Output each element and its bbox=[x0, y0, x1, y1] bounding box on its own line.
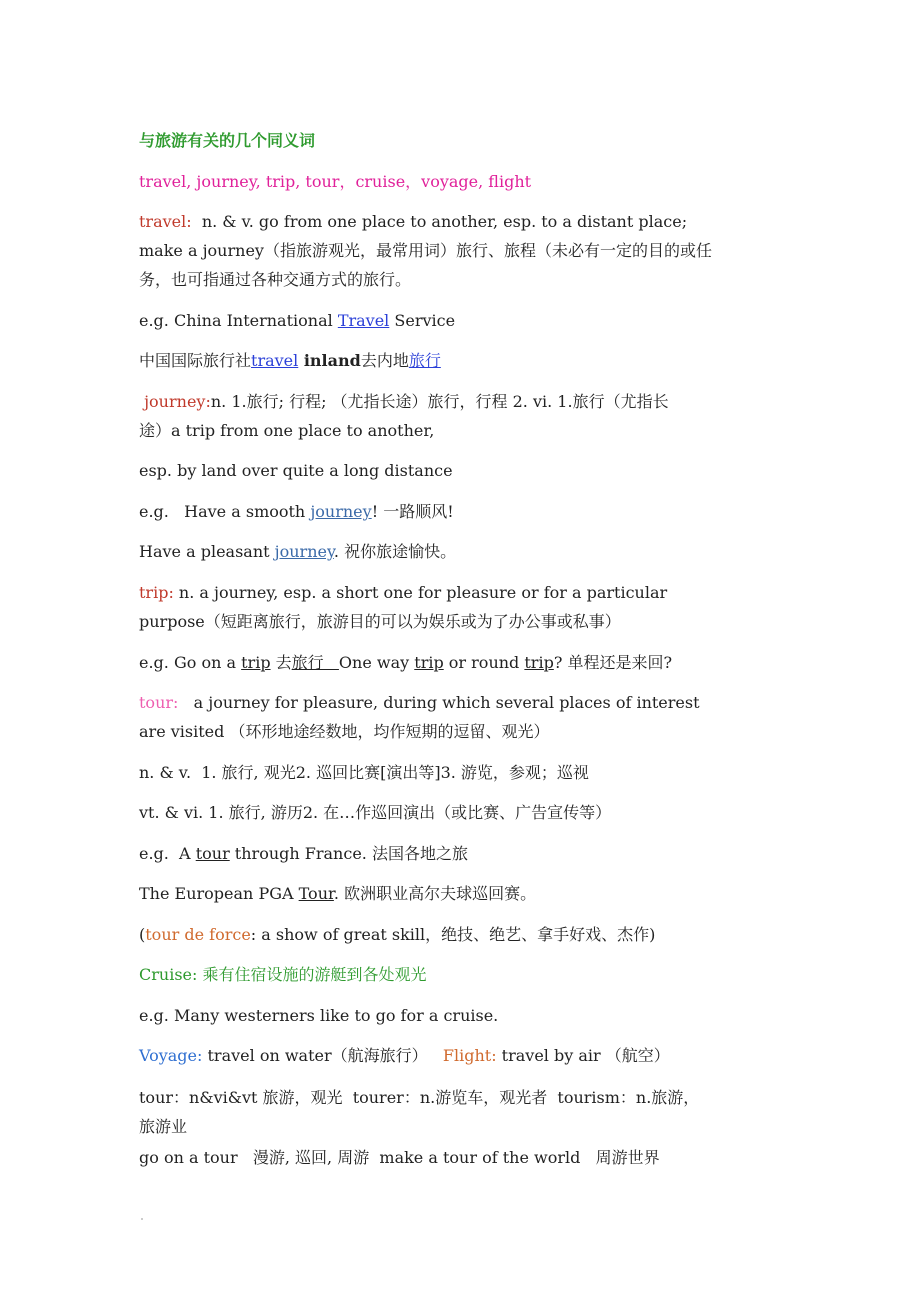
journey-example-2 bbox=[139, 537, 799, 566]
extra-line-3: go on a tour 漫游, 巡回, 周游 make a tour of the world 周游世界 bbox=[139, 1148, 660, 1167]
trip-ex-post: ? 单程还是来回? bbox=[553, 653, 673, 672]
tour-ex1-post: through France. 法国各地之旅 bbox=[229, 844, 468, 863]
journey-def-3: esp. by land over quite a long distance bbox=[139, 461, 453, 480]
extra-line-2: 旅游业 bbox=[139, 1117, 188, 1136]
travel-ex2-text: 中国国际旅行社 bbox=[139, 351, 252, 370]
tour-ex2-post: . 欧洲职业高尔夫球巡回赛。 bbox=[333, 884, 537, 903]
trip-ex-text: e.g. Go on a bbox=[139, 653, 242, 672]
travel-definition-line-1 bbox=[139, 207, 799, 236]
travel-link[interactable]: Travel bbox=[337, 311, 390, 330]
page-dot-mark bbox=[141, 1218, 143, 1220]
tour-label: tour: bbox=[139, 693, 179, 712]
journey-ex2-text: Have a pleasant bbox=[139, 542, 275, 561]
tour-de-force-open: ( bbox=[139, 925, 146, 944]
trip-underlined-2: 旅行 bbox=[291, 653, 339, 672]
tour-definition-line-1 bbox=[139, 688, 799, 717]
journey-example-1 bbox=[139, 497, 799, 526]
trip-underlined-4: trip bbox=[524, 653, 554, 672]
journey-def-2: 途）a trip from one place to another, bbox=[139, 421, 435, 440]
cruise-line bbox=[139, 960, 799, 989]
journey-label: journey: bbox=[139, 392, 211, 411]
travel-label: travel: bbox=[139, 212, 192, 231]
trip-label: trip: bbox=[139, 583, 174, 602]
inland-bold: inland bbox=[298, 351, 361, 370]
travel-ex1-text: e.g. China International bbox=[139, 311, 338, 330]
travel-ex1-post: Service bbox=[389, 311, 456, 330]
tour-de-force-line bbox=[139, 920, 799, 949]
journey-definition-line-1 bbox=[139, 387, 799, 416]
trip-definition-line-1 bbox=[139, 578, 799, 607]
tour-ex2-text: The European PGA bbox=[139, 884, 299, 903]
tour-de-force-def: : a show of great skill，绝技、绝艺、拿手好戏、杰作) bbox=[250, 925, 656, 944]
tour-def-3: n. & v. 1. 旅行, 观光2. 巡回比赛[演出等]3. 游览，参观；巡视 bbox=[139, 763, 589, 782]
cruise-label: Cruise: bbox=[139, 965, 198, 984]
journey-ex1-text: e.g. Have a smooth bbox=[139, 502, 311, 521]
tour-ex1-text: e.g. A bbox=[139, 844, 196, 863]
flight-def: travel by air （航空） bbox=[496, 1046, 670, 1065]
tour-def-2: are visited （环形地途经数地，均作短期的逗留、观光） bbox=[139, 722, 550, 741]
lvxing-link[interactable]: 旅行 bbox=[408, 351, 441, 370]
travel-inland-link[interactable]: travel bbox=[251, 351, 299, 370]
voyage-label: Voyage: bbox=[139, 1046, 203, 1065]
journey-link-1[interactable]: journey bbox=[310, 502, 372, 521]
synonym-list: travel, journey, trip, tour，cruise，voyage, flight bbox=[139, 172, 532, 191]
tour-def-4: vt. & vi. 1. 旅行, 游历2. 在…作巡回演出（或比赛、广告宣传等） bbox=[139, 803, 612, 822]
flight-label: Flight: bbox=[442, 1046, 497, 1065]
trip-ex-mid-3: or round bbox=[443, 653, 525, 672]
tour-underlined-1: tour bbox=[195, 844, 230, 863]
page-title: 与旅游有关的几个同义词 bbox=[139, 131, 316, 150]
travel-example-1 bbox=[139, 306, 799, 335]
travel-example-2 bbox=[139, 346, 799, 375]
travel-def-2: make a journey（指旅游观光，最常用词）旅行、旅程（未必有一定的目的或任 bbox=[139, 241, 712, 260]
trip-def-1: n. a journey, esp. a short one for pleasure or for a particular bbox=[173, 583, 668, 602]
tour-underlined-2: Tour bbox=[298, 884, 334, 903]
travel-def-1: n. & v. go from one place to another, esp. to a distant place; bbox=[191, 212, 688, 231]
trip-ex-mid-2: One way bbox=[338, 653, 415, 672]
tour-example-1 bbox=[139, 839, 799, 868]
tour-example-2 bbox=[139, 879, 799, 908]
journey-ex2-post: . 祝你旅途愉快。 bbox=[333, 542, 457, 561]
cruise-def: 乘有住宿设施的游艇到各处观光 bbox=[197, 965, 427, 984]
travel-ex2-mid: 去内地 bbox=[360, 351, 409, 370]
trip-underlined-3: trip bbox=[414, 653, 444, 672]
trip-example bbox=[139, 648, 799, 677]
trip-underlined-1: trip bbox=[241, 653, 271, 672]
extra-line-1: tour：n&vi&vt 旅游，观光 tourer：n.游览车，观光者 tourism：n.旅游， bbox=[139, 1088, 700, 1107]
voyage-flight-line bbox=[139, 1041, 799, 1070]
tour-de-force-label: tour de force bbox=[145, 925, 251, 944]
tour-def-1: a journey for pleasure, during which several places of interest bbox=[178, 693, 700, 712]
cruise-example: e.g. Many westerners like to go for a cruise. bbox=[139, 1006, 499, 1025]
journey-def-1: n. 1.旅行; 行程; （尤指长途）旅行，行程 2. vi. 1.旅行（尤指长 bbox=[210, 392, 669, 411]
journey-link-2[interactable]: journey bbox=[274, 542, 334, 561]
voyage-def: travel on water（航海旅行） bbox=[202, 1046, 443, 1065]
trip-def-2: purpose（短距离旅行，旅游目的可以为娱乐或为了办公事或私事） bbox=[139, 612, 621, 631]
journey-ex1-post: ! 一路顺风! bbox=[371, 502, 454, 521]
travel-def-3: 务，也可指通过各种交通方式的旅行。 bbox=[139, 270, 412, 289]
trip-ex-mid-1: 去 bbox=[270, 653, 292, 672]
